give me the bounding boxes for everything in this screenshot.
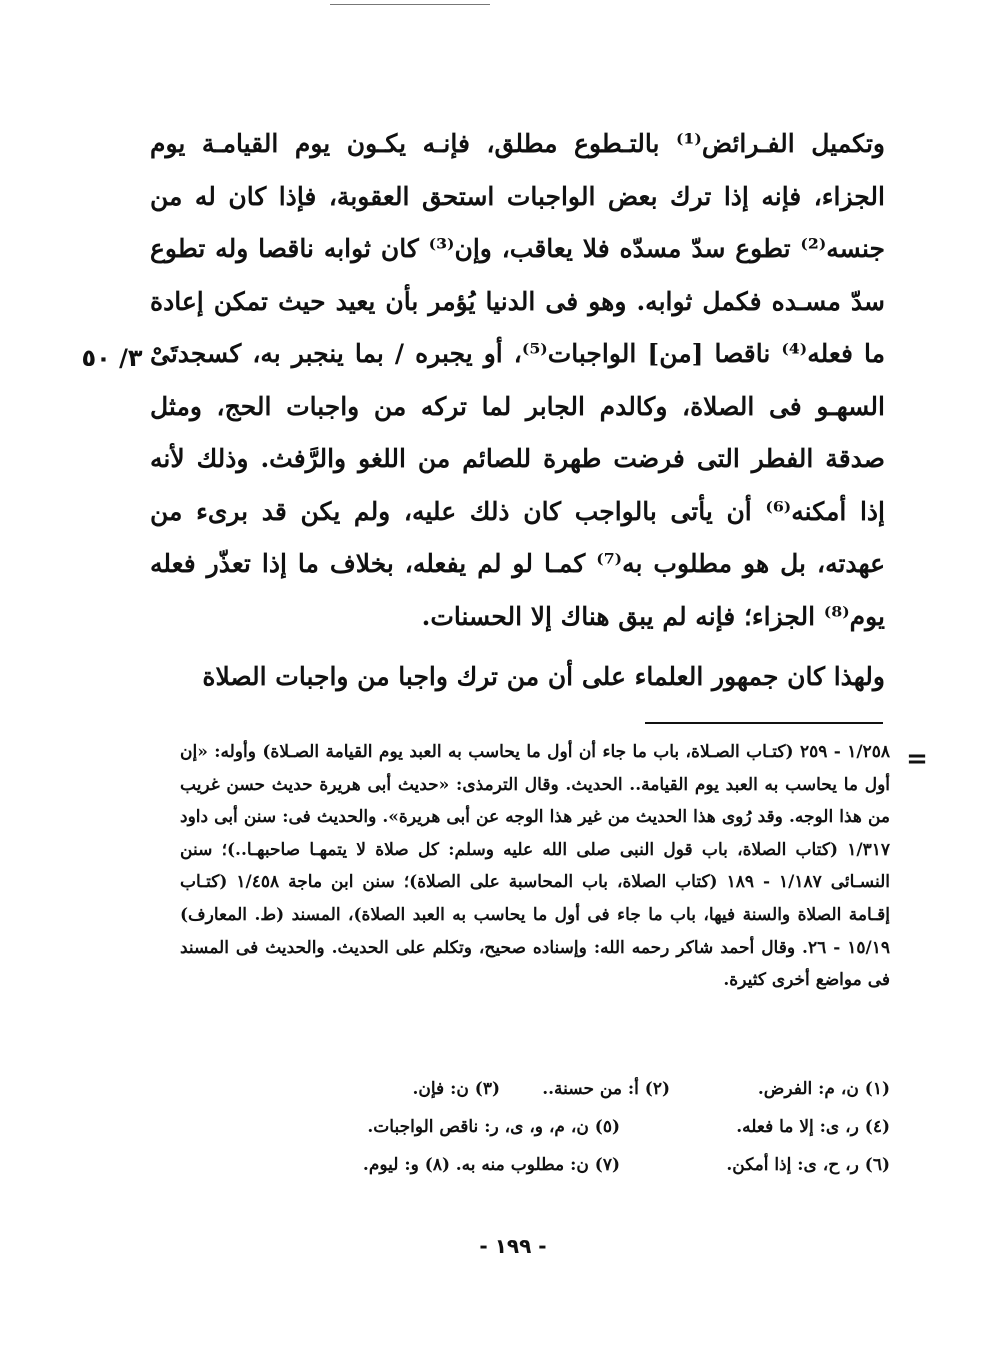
footnote-row — [250, 1108, 890, 1146]
footnote-4: (٤) ر، ى: إلا ما فعله. — [736, 1117, 890, 1137]
footnote-3: (٣) ن: فإن. — [412, 1079, 500, 1099]
footnote-row — [250, 1070, 890, 1108]
footnote-7: (٧) ن: مطلوب منه به. — [455, 1155, 620, 1175]
footnote-row — [250, 1146, 890, 1184]
footnote-continued-text: ١/٢٥٨ - ٢٥٩ (كتـاب الصـلاة، باب ما جاء أن أول ما يحاسب به العبد يوم القيامة الصـلاة) وأوله: «إن أول ما يحاسب به العبد يوم القيامة.. الحديث. وقال الترمذى: «حديث أبى هريرة حديث حسن غريب من هذا الوجه. وقد رُوى هذا الحديث من غير هذا الوجه عن أبى هريرة». والحديث فى: سنن أبى داود ١/٣١٧ (كتاب الصلاة، باب قول النبى صلى الله عليه وسلم: كل صلاة لا يتمهـا صاحبهـا..)؛ سنن النسـائى ١/١٨٧ - ١٨٩ (كتاب الصلاة، باب المحاسبة على الصلاة)؛ سنن ابن ماجة ١/٤٥٨ (كتـاب إقـامة الصلاة والسنة فيها، باب ما جاء فى أول ما يحاسب به العبد الصلاة)، المسند (ط. المعارف) ١٥/١٩ - ٢٦. وقال أحمد شاكر رحمه الله: وإسناده صحيح، وتكلم على الحديث. والحديث فى المسند فى مواضع أخرى كثيرة. — [180, 742, 891, 991]
main-paragraph-1: وتكميل الفـرائض⁽¹⁾ بالتـطوع مطلق، فإنـه يكـون يوم القيامـة يوم الجزاء، فإنه إذا ترك بعض الواجبات استحق العقوبة، فإذا كان له من جنسه⁽²⁾ تطوع سدّ مسدّه فلا يعاقب، وإن⁽³⁾ كان ثوابه ناقصا وله تطوع سدّ مسـده فكمل ثوابه. وهو فى الدنيا يُؤمر بأن يعيد حيث تمكن إعادة ما فعله⁽⁴⁾ ناقصا [من] الواجبات⁽⁵⁾، أو يجبره / بما ينجبر به، كسجدتَىْ السهـو فى الصلاة، وكالدم الجابر لما تركه من واجبات الحج، ومثل صدقة الفطر التى فرضت طهرة للصائم من اللغو والرَّفث. وذلك لأنه إذا أمكنه⁽⁶⁾ أن يأتى بالواجب كان ذلك عليه، ولم يكن قد برىء من عهدته، بل هو مطلوب به⁽⁷⁾ كمـا لو لم يفعله، بخلاف ما إذا تعذّر فعله يوم⁽⁸⁾ الجزاء؛ فإنه لم يبق هناك إلا الحسنات. — [150, 129, 886, 631]
footnotes-variants — [250, 1070, 890, 1184]
main-paragraph-2: ولهذا كان جمهور العلماء على أن من ترك واجبا من واجبات الصلاة — [202, 662, 885, 691]
footnote-5: (٥) ن، م، و، ى، ر: ناقص الواجبات. — [367, 1117, 620, 1137]
page-number: - ١٩٩ - — [479, 1234, 547, 1258]
footnote-separator-rule — [645, 722, 883, 724]
top-edge-rule — [330, 4, 490, 5]
margin-folio-reference: ٣/ ٥٠ — [81, 344, 143, 372]
footnote-2: (٢) أ: من حسنة.. — [542, 1079, 670, 1099]
footnote-8: (٨) و: ليوم. — [362, 1155, 450, 1175]
footnote-1: (١) ن، م: الفرض. — [757, 1079, 890, 1099]
footnote-6: (٦) ر، ح، ى: إذا أمكن. — [726, 1155, 890, 1175]
footnote-continuation-mark: = — [906, 744, 928, 774]
main-text — [150, 118, 885, 704]
footnote-continued — [180, 736, 890, 997]
